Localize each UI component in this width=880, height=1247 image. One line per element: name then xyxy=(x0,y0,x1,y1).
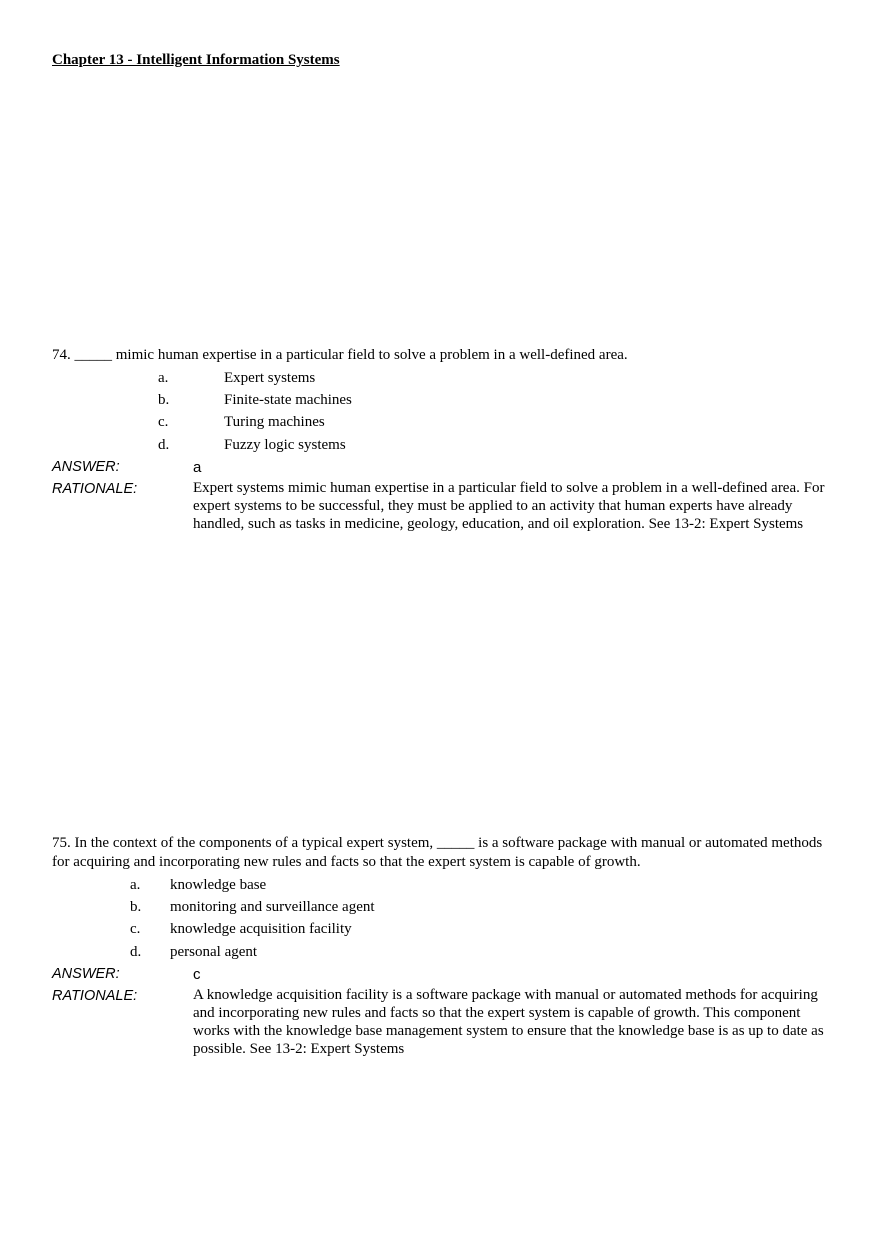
option-c xyxy=(52,919,832,941)
option-letter: c. xyxy=(130,921,141,938)
option-letter: a. xyxy=(130,876,141,893)
option-letter: a. xyxy=(158,369,169,386)
answer-label: ANSWER: xyxy=(52,459,120,476)
page-title: Chapter 13 - Intelligent Information Systems xyxy=(52,52,340,68)
option-text: Turing machines xyxy=(224,414,325,431)
answer-row xyxy=(52,963,832,986)
option-text: Expert systems xyxy=(224,369,316,386)
option-d xyxy=(52,941,832,963)
option-list xyxy=(52,874,832,963)
question-stem: 75. In the context of the components of a typical expert system, _____ is a software package with manual or automated methods for acquiring and incorporating new rules and facts so that the expert system is capable of growth. xyxy=(52,835,823,870)
rationale-row xyxy=(52,986,832,1058)
rationale-text: Expert systems mimic human expertise in a particular field to solve a problem in a well-defined area. For expert systems to be successful, they must be applied to an activity that human experts have already handled, such as tasks in medicine, geology, education, and oil exploration. See 13-2: Expert Systems xyxy=(193,480,825,533)
option-letter: b. xyxy=(158,391,170,408)
answer-label: ANSWER: xyxy=(52,966,120,983)
option-a xyxy=(52,367,832,389)
option-text: personal agent xyxy=(170,943,258,960)
option-letter: c. xyxy=(158,414,169,431)
rationale-text: A knowledge acquisition facility is a software package with manual or automated methods for acquiring and incorporating new rules and facts so that the expert system is capable of growth. This component works with the knowledge base management system to ensure that the knowledge base is as up to date as possible. See 13-2: Expert Systems xyxy=(193,987,824,1058)
option-letter: b. xyxy=(130,898,142,915)
option-b xyxy=(52,389,832,411)
option-b xyxy=(52,896,832,918)
question-75 xyxy=(52,834,832,1058)
option-letter: d. xyxy=(158,436,170,453)
option-text: Finite-state machines xyxy=(224,391,352,408)
question-74 xyxy=(52,346,832,533)
option-text: Fuzzy logic systems xyxy=(224,436,346,453)
answer-row xyxy=(52,456,832,479)
option-list xyxy=(52,367,832,456)
rationale-row xyxy=(52,479,832,533)
option-letter: d. xyxy=(130,943,142,960)
question-stem: 74. _____ mimic human expertise in a particular field to solve a problem in a well-defined area. xyxy=(52,347,628,363)
answer-value: a xyxy=(193,459,202,477)
option-c xyxy=(52,412,832,434)
option-d xyxy=(52,434,832,456)
option-a xyxy=(52,874,832,896)
rationale-label: RATIONALE: xyxy=(52,988,138,1005)
option-text: monitoring and surveillance agent xyxy=(170,898,375,915)
rationale-label: RATIONALE: xyxy=(52,481,138,498)
option-text: knowledge base xyxy=(170,876,267,893)
answer-value: c xyxy=(193,966,201,984)
option-text: knowledge acquisition facility xyxy=(170,921,352,938)
